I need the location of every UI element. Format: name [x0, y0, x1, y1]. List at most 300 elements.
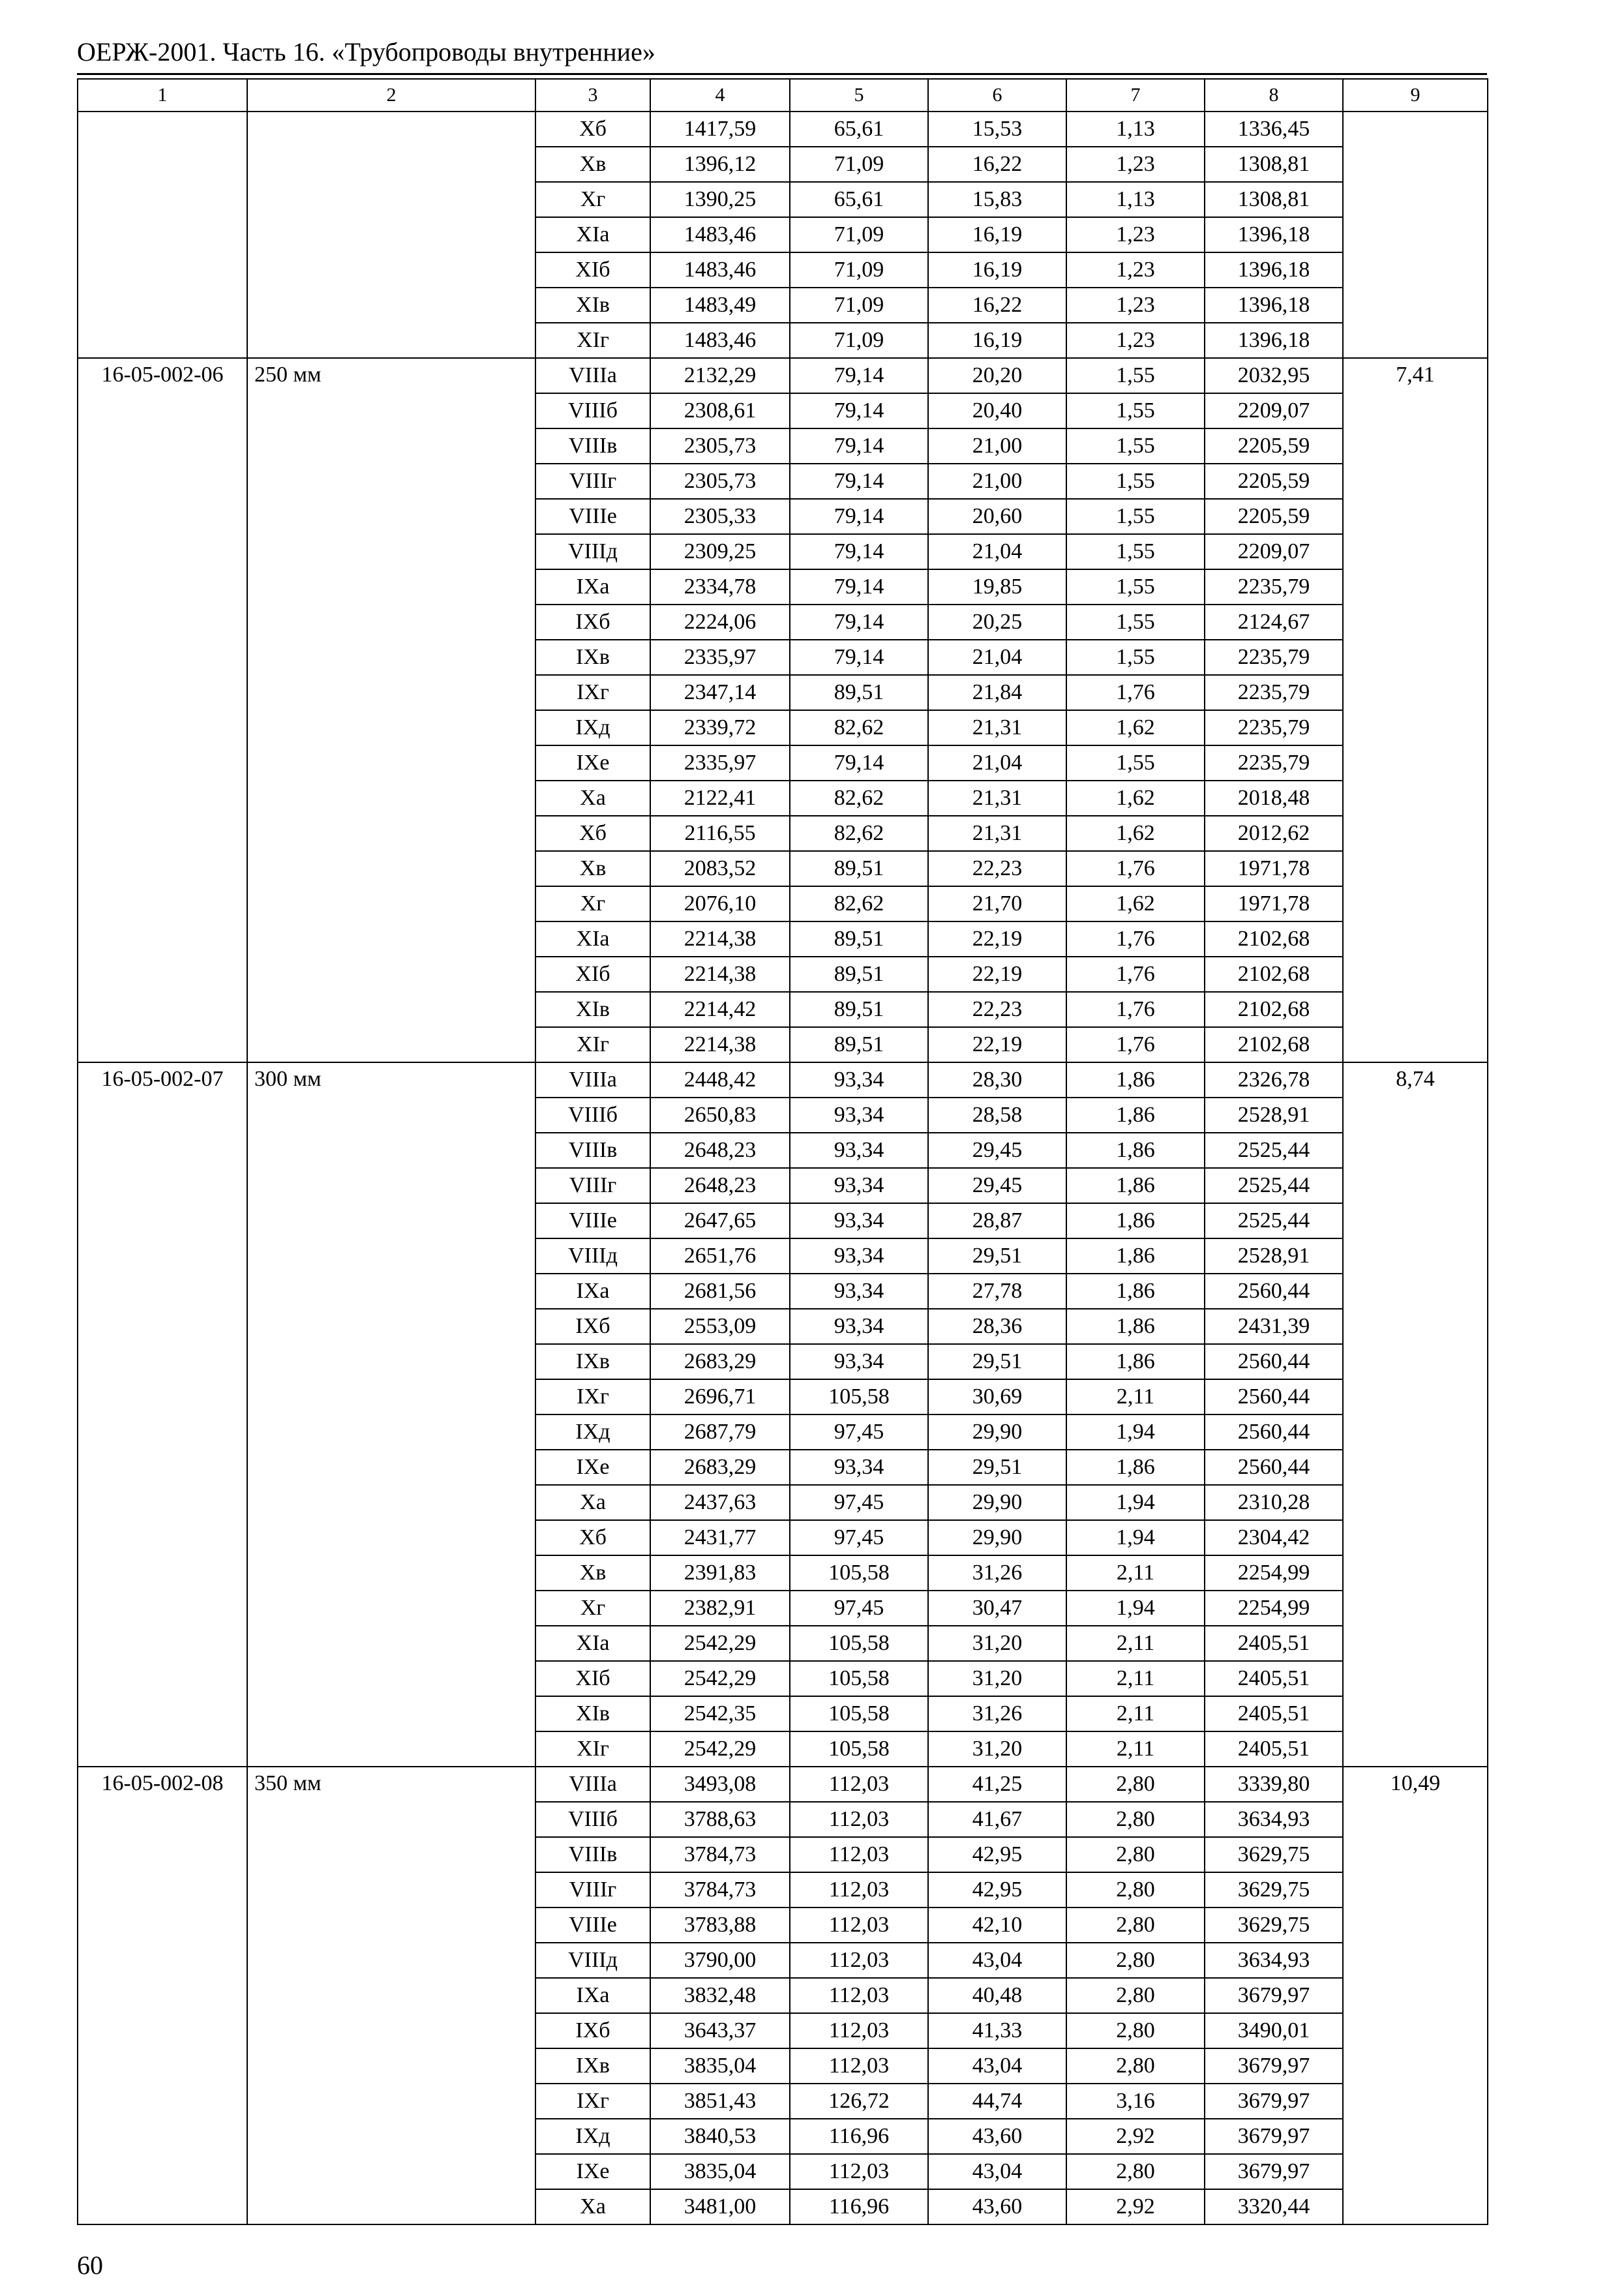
value-cell: 2205,59: [1205, 499, 1343, 534]
zone-cell: VIIIв: [535, 428, 650, 464]
zone-cell: Xг: [535, 1591, 650, 1626]
value-cell: 1483,46: [650, 217, 790, 252]
value-cell: 30,69: [928, 1379, 1066, 1414]
value-cell: 2,80: [1066, 1872, 1205, 1908]
value-cell: 3790,00: [650, 1943, 790, 1978]
value-cell: 2560,44: [1205, 1414, 1343, 1450]
value-cell: 3490,01: [1205, 2013, 1343, 2048]
value-cell: 29,90: [928, 1414, 1066, 1450]
value-cell: 2254,99: [1205, 1555, 1343, 1591]
value-cell: 1,86: [1066, 1098, 1205, 1133]
value-cell: 79,14: [790, 358, 928, 393]
value-cell: 79,14: [790, 605, 928, 640]
zone-cell: IXв: [535, 640, 650, 675]
value-cell: 1,76: [1066, 921, 1205, 957]
value-cell: 1971,78: [1205, 851, 1343, 886]
value-cell: 112,03: [790, 1908, 928, 1943]
column-9-cell: 8,74: [1343, 1062, 1488, 1767]
value-cell: 31,26: [928, 1696, 1066, 1731]
value-cell: 16,22: [928, 147, 1066, 182]
value-cell: 1,13: [1066, 112, 1205, 147]
value-cell: 29,90: [928, 1520, 1066, 1555]
rate-code-cell: 16-05-002-07: [78, 1062, 247, 1767]
value-cell: 2214,42: [650, 992, 790, 1027]
value-cell: 2,11: [1066, 1555, 1205, 1591]
value-cell: 29,90: [928, 1485, 1066, 1520]
rate-code-cell: [78, 112, 247, 358]
value-cell: 29,51: [928, 1344, 1066, 1379]
zone-cell: VIIIб: [535, 1802, 650, 1837]
value-cell: 2542,29: [650, 1626, 790, 1661]
value-cell: 112,03: [790, 2154, 928, 2189]
value-cell: 1308,81: [1205, 182, 1343, 217]
value-cell: 2648,23: [650, 1168, 790, 1203]
value-cell: 1336,45: [1205, 112, 1343, 147]
value-cell: 1,55: [1066, 358, 1205, 393]
value-cell: 42,10: [928, 1908, 1066, 1943]
value-cell: 3840,53: [650, 2119, 790, 2154]
value-cell: 1,13: [1066, 182, 1205, 217]
column-number-8: 8: [1205, 79, 1343, 112]
value-cell: 1308,81: [1205, 147, 1343, 182]
value-cell: 29,45: [928, 1133, 1066, 1168]
zone-cell: Xг: [535, 886, 650, 921]
value-cell: 3634,93: [1205, 1943, 1343, 1978]
value-cell: 3629,75: [1205, 1872, 1343, 1908]
zone-cell: VIIIа: [535, 358, 650, 393]
zone-cell: IXе: [535, 745, 650, 781]
column-number-row: [78, 79, 1488, 112]
value-cell: 79,14: [790, 569, 928, 605]
column-9-cell: [1343, 112, 1488, 358]
value-cell: 1,86: [1066, 1062, 1205, 1098]
column-number-9: 9: [1343, 79, 1488, 112]
zone-cell: Xа: [535, 781, 650, 816]
value-cell: 2124,67: [1205, 605, 1343, 640]
table-row: [78, 112, 1488, 147]
zone-cell: IXв: [535, 2048, 650, 2084]
zone-cell: IXг: [535, 675, 650, 710]
value-cell: 2542,35: [650, 1696, 790, 1731]
table-row: [78, 358, 1488, 393]
column-9-cell: 10,49: [1343, 1767, 1488, 2224]
value-cell: 3832,48: [650, 1978, 790, 2013]
zone-cell: XIб: [535, 957, 650, 992]
value-cell: 16,19: [928, 323, 1066, 358]
value-cell: 97,45: [790, 1485, 928, 1520]
zone-cell: IXд: [535, 2119, 650, 2154]
value-cell: 1396,12: [650, 147, 790, 182]
value-cell: 2102,68: [1205, 957, 1343, 992]
value-cell: 41,25: [928, 1767, 1066, 1802]
value-cell: 1,94: [1066, 1485, 1205, 1520]
value-cell: 116,96: [790, 2189, 928, 2224]
value-cell: 19,85: [928, 569, 1066, 605]
value-cell: 93,34: [790, 1203, 928, 1238]
value-cell: 21,31: [928, 710, 1066, 745]
zone-cell: XIв: [535, 992, 650, 1027]
value-cell: 2102,68: [1205, 992, 1343, 1027]
value-cell: 105,58: [790, 1696, 928, 1731]
value-cell: 2525,44: [1205, 1168, 1343, 1203]
value-cell: 2528,91: [1205, 1238, 1343, 1274]
value-cell: 2,80: [1066, 1908, 1205, 1943]
value-cell: 3783,88: [650, 1908, 790, 1943]
zone-cell: IXа: [535, 1978, 650, 2013]
zone-cell: VIIIе: [535, 1908, 650, 1943]
zone-cell: Xв: [535, 147, 650, 182]
zone-cell: VIIIе: [535, 499, 650, 534]
value-cell: 40,48: [928, 1978, 1066, 2013]
value-cell: 93,34: [790, 1238, 928, 1274]
value-cell: 105,58: [790, 1661, 928, 1696]
value-cell: 71,09: [790, 252, 928, 288]
value-cell: 1,55: [1066, 464, 1205, 499]
value-cell: 16,22: [928, 288, 1066, 323]
value-cell: 112,03: [790, 1802, 928, 1837]
page-header-title: ОЕРЖ-2001. Часть 16. «Трубопроводы внутренние»: [77, 37, 655, 67]
value-cell: 1,76: [1066, 992, 1205, 1027]
value-cell: 112,03: [790, 1872, 928, 1908]
value-cell: 1,55: [1066, 428, 1205, 464]
value-cell: 3679,97: [1205, 2154, 1343, 2189]
value-cell: 1,23: [1066, 252, 1205, 288]
value-cell: 2235,79: [1205, 745, 1343, 781]
value-cell: 2683,29: [650, 1450, 790, 1485]
zone-cell: VIIIг: [535, 464, 650, 499]
value-cell: 89,51: [790, 992, 928, 1027]
zone-cell: VIIIг: [535, 1168, 650, 1203]
value-cell: 29,45: [928, 1168, 1066, 1203]
value-cell: 2305,33: [650, 499, 790, 534]
value-cell: 2076,10: [650, 886, 790, 921]
value-cell: 2,80: [1066, 1978, 1205, 2013]
value-cell: 1,55: [1066, 569, 1205, 605]
value-cell: 21,70: [928, 886, 1066, 921]
zone-cell: IXб: [535, 1309, 650, 1344]
zone-cell: IXе: [535, 1450, 650, 1485]
value-cell: 41,67: [928, 1802, 1066, 1837]
value-cell: 112,03: [790, 1978, 928, 2013]
value-cell: 2651,76: [650, 1238, 790, 1274]
zone-cell: IXа: [535, 1274, 650, 1309]
zone-cell: IXе: [535, 2154, 650, 2189]
value-cell: 29,51: [928, 1238, 1066, 1274]
value-cell: 2116,55: [650, 816, 790, 851]
value-cell: 1417,59: [650, 112, 790, 147]
value-cell: 2347,14: [650, 675, 790, 710]
value-cell: 2448,42: [650, 1062, 790, 1098]
value-cell: 2304,42: [1205, 1520, 1343, 1555]
zone-cell: Xб: [535, 112, 650, 147]
value-cell: 22,19: [928, 957, 1066, 992]
header-divider: [77, 73, 1487, 75]
value-cell: 1,76: [1066, 1027, 1205, 1062]
value-cell: 2308,61: [650, 393, 790, 428]
zone-cell: Xа: [535, 1485, 650, 1520]
value-cell: 1,55: [1066, 499, 1205, 534]
value-cell: 2214,38: [650, 921, 790, 957]
value-cell: 2305,73: [650, 428, 790, 464]
value-cell: 93,34: [790, 1133, 928, 1168]
value-cell: 21,31: [928, 816, 1066, 851]
column-number-5: 5: [790, 79, 928, 112]
value-cell: 2,11: [1066, 1661, 1205, 1696]
value-cell: 116,96: [790, 2119, 928, 2154]
value-cell: 1,62: [1066, 710, 1205, 745]
value-cell: 28,87: [928, 1203, 1066, 1238]
zone-cell: IXв: [535, 1344, 650, 1379]
zone-cell: VIIIа: [535, 1767, 650, 1802]
value-cell: 3835,04: [650, 2154, 790, 2189]
value-cell: 105,58: [790, 1555, 928, 1591]
value-cell: 105,58: [790, 1626, 928, 1661]
value-cell: 2012,62: [1205, 816, 1343, 851]
value-cell: 2525,44: [1205, 1133, 1343, 1168]
value-cell: 79,14: [790, 499, 928, 534]
value-cell: 71,09: [790, 323, 928, 358]
value-cell: 1,62: [1066, 886, 1205, 921]
value-cell: 3339,80: [1205, 1767, 1343, 1802]
value-cell: 1,23: [1066, 147, 1205, 182]
value-cell: 93,34: [790, 1309, 928, 1344]
value-cell: 82,62: [790, 886, 928, 921]
value-cell: 42,95: [928, 1872, 1066, 1908]
value-cell: 2235,79: [1205, 640, 1343, 675]
value-cell: 1,55: [1066, 393, 1205, 428]
value-cell: 15,83: [928, 182, 1066, 217]
value-cell: 3634,93: [1205, 1802, 1343, 1837]
value-cell: 2,92: [1066, 2189, 1205, 2224]
value-cell: 2224,06: [650, 605, 790, 640]
value-cell: 65,61: [790, 112, 928, 147]
rate-code-cell: 16-05-002-08: [78, 1767, 247, 2224]
zone-cell: XIа: [535, 921, 650, 957]
column-number-4: 4: [650, 79, 790, 112]
value-cell: 16,19: [928, 217, 1066, 252]
pipe-diameter-cell: 300 мм: [247, 1062, 535, 1767]
value-cell: 112,03: [790, 2048, 928, 2084]
value-cell: 1,86: [1066, 1450, 1205, 1485]
value-cell: 3679,97: [1205, 2084, 1343, 2119]
value-cell: 15,53: [928, 112, 1066, 147]
value-cell: 1,94: [1066, 1591, 1205, 1626]
value-cell: 2254,99: [1205, 1591, 1343, 1626]
value-cell: 2214,38: [650, 957, 790, 992]
column-number-1: 1: [78, 79, 247, 112]
value-cell: 2102,68: [1205, 921, 1343, 957]
value-cell: 89,51: [790, 851, 928, 886]
value-cell: 1,76: [1066, 851, 1205, 886]
value-cell: 3784,73: [650, 1837, 790, 1872]
value-cell: 2334,78: [650, 569, 790, 605]
column-9-cell: 7,41: [1343, 358, 1488, 1062]
value-cell: 2560,44: [1205, 1450, 1343, 1485]
zone-cell: IXд: [535, 1414, 650, 1450]
value-cell: 93,34: [790, 1344, 928, 1379]
zone-cell: VIIIв: [535, 1837, 650, 1872]
value-cell: 105,58: [790, 1379, 928, 1414]
zone-cell: IXг: [535, 2084, 650, 2119]
value-cell: 112,03: [790, 2013, 928, 2048]
value-cell: 22,23: [928, 992, 1066, 1027]
value-cell: 2305,73: [650, 464, 790, 499]
value-cell: 44,74: [928, 2084, 1066, 2119]
value-cell: 31,20: [928, 1731, 1066, 1767]
value-cell: 93,34: [790, 1098, 928, 1133]
value-cell: 2696,71: [650, 1379, 790, 1414]
value-cell: 2214,38: [650, 1027, 790, 1062]
value-cell: 2431,77: [650, 1520, 790, 1555]
value-cell: 2,80: [1066, 1802, 1205, 1837]
value-cell: 1483,46: [650, 252, 790, 288]
zone-cell: VIIIб: [535, 393, 650, 428]
value-cell: 3679,97: [1205, 2119, 1343, 2154]
value-cell: 2437,63: [650, 1485, 790, 1520]
value-cell: 1,55: [1066, 605, 1205, 640]
value-cell: 31,26: [928, 1555, 1066, 1591]
table-row: [78, 1767, 1488, 1802]
value-cell: 2,92: [1066, 2119, 1205, 2154]
value-cell: 1,62: [1066, 781, 1205, 816]
value-cell: 43,04: [928, 2154, 1066, 2189]
value-cell: 2,80: [1066, 2013, 1205, 2048]
value-cell: 3679,97: [1205, 1978, 1343, 2013]
value-cell: 29,51: [928, 1450, 1066, 1485]
zone-cell: VIIIа: [535, 1062, 650, 1098]
value-cell: 2528,91: [1205, 1098, 1343, 1133]
zone-cell: XIг: [535, 1731, 650, 1767]
zone-cell: XIб: [535, 1661, 650, 1696]
zone-cell: VIIIд: [535, 1943, 650, 1978]
value-cell: 28,36: [928, 1309, 1066, 1344]
value-cell: 42,95: [928, 1837, 1066, 1872]
value-cell: 2102,68: [1205, 1027, 1343, 1062]
zone-cell: IXб: [535, 605, 650, 640]
zone-cell: XIв: [535, 1696, 650, 1731]
value-cell: 97,45: [790, 1591, 928, 1626]
value-cell: 1971,78: [1205, 886, 1343, 921]
value-cell: 21,00: [928, 428, 1066, 464]
value-cell: 43,04: [928, 1943, 1066, 1978]
pipe-diameter-cell: [247, 112, 535, 358]
value-cell: 1,86: [1066, 1274, 1205, 1309]
value-cell: 31,20: [928, 1661, 1066, 1696]
value-cell: 3851,43: [650, 2084, 790, 2119]
value-cell: 82,62: [790, 816, 928, 851]
value-cell: 21,04: [928, 745, 1066, 781]
value-cell: 22,19: [928, 921, 1066, 957]
value-cell: 3679,97: [1205, 2048, 1343, 2084]
value-cell: 89,51: [790, 921, 928, 957]
value-cell: 2310,28: [1205, 1485, 1343, 1520]
value-cell: 2542,29: [650, 1661, 790, 1696]
value-cell: 97,45: [790, 1520, 928, 1555]
value-cell: 2650,83: [650, 1098, 790, 1133]
value-cell: 2648,23: [650, 1133, 790, 1168]
zone-cell: XIа: [535, 1626, 650, 1661]
zone-cell: Xб: [535, 816, 650, 851]
value-cell: 1,55: [1066, 534, 1205, 569]
value-cell: 1,94: [1066, 1520, 1205, 1555]
value-cell: 79,14: [790, 464, 928, 499]
value-cell: 1396,18: [1205, 252, 1343, 288]
column-number-6: 6: [928, 79, 1066, 112]
value-cell: 21,84: [928, 675, 1066, 710]
value-cell: 79,14: [790, 640, 928, 675]
column-number-7: 7: [1066, 79, 1205, 112]
value-cell: 1,86: [1066, 1309, 1205, 1344]
value-cell: 79,14: [790, 534, 928, 569]
value-cell: 2,11: [1066, 1731, 1205, 1767]
zone-cell: XIа: [535, 217, 650, 252]
value-cell: 28,30: [928, 1062, 1066, 1098]
zone-cell: VIIIд: [535, 1238, 650, 1274]
zone-cell: Xб: [535, 1520, 650, 1555]
value-cell: 2542,29: [650, 1731, 790, 1767]
table-body: [78, 112, 1488, 2224]
value-cell: 2,11: [1066, 1379, 1205, 1414]
value-cell: 2326,78: [1205, 1062, 1343, 1098]
rates-table: [77, 78, 1488, 2225]
value-cell: 82,62: [790, 710, 928, 745]
value-cell: 2235,79: [1205, 675, 1343, 710]
value-cell: 43,60: [928, 2119, 1066, 2154]
value-cell: 2560,44: [1205, 1379, 1343, 1414]
value-cell: 1,86: [1066, 1238, 1205, 1274]
value-cell: 2335,97: [650, 745, 790, 781]
value-cell: 43,04: [928, 2048, 1066, 2084]
value-cell: 2335,97: [650, 640, 790, 675]
value-cell: 20,20: [928, 358, 1066, 393]
value-cell: 3643,37: [650, 2013, 790, 2048]
value-cell: 112,03: [790, 1767, 928, 1802]
value-cell: 93,34: [790, 1168, 928, 1203]
value-cell: 93,34: [790, 1450, 928, 1485]
value-cell: 1,23: [1066, 288, 1205, 323]
value-cell: 89,51: [790, 675, 928, 710]
value-cell: 2032,95: [1205, 358, 1343, 393]
zone-cell: VIIIб: [535, 1098, 650, 1133]
value-cell: 1,86: [1066, 1344, 1205, 1379]
value-cell: 2083,52: [650, 851, 790, 886]
value-cell: 2309,25: [650, 534, 790, 569]
value-cell: 1396,18: [1205, 288, 1343, 323]
value-cell: 71,09: [790, 147, 928, 182]
zone-cell: IXа: [535, 569, 650, 605]
value-cell: 3320,44: [1205, 2189, 1343, 2224]
value-cell: 2681,56: [650, 1274, 790, 1309]
value-cell: 1,94: [1066, 1414, 1205, 1450]
value-cell: 2553,09: [650, 1309, 790, 1344]
value-cell: 1396,18: [1205, 323, 1343, 358]
value-cell: 2405,51: [1205, 1661, 1343, 1696]
value-cell: 2,11: [1066, 1696, 1205, 1731]
value-cell: 1483,49: [650, 288, 790, 323]
value-cell: 1,86: [1066, 1168, 1205, 1203]
zone-cell: IXб: [535, 2013, 650, 2048]
value-cell: 2647,65: [650, 1203, 790, 1238]
value-cell: 2382,91: [650, 1591, 790, 1626]
value-cell: 22,23: [928, 851, 1066, 886]
value-cell: 3,16: [1066, 2084, 1205, 2119]
value-cell: 2339,72: [650, 710, 790, 745]
value-cell: 2431,39: [1205, 1309, 1343, 1344]
value-cell: 1,76: [1066, 675, 1205, 710]
value-cell: 43,60: [928, 2189, 1066, 2224]
zone-cell: Xа: [535, 2189, 650, 2224]
value-cell: 79,14: [790, 428, 928, 464]
